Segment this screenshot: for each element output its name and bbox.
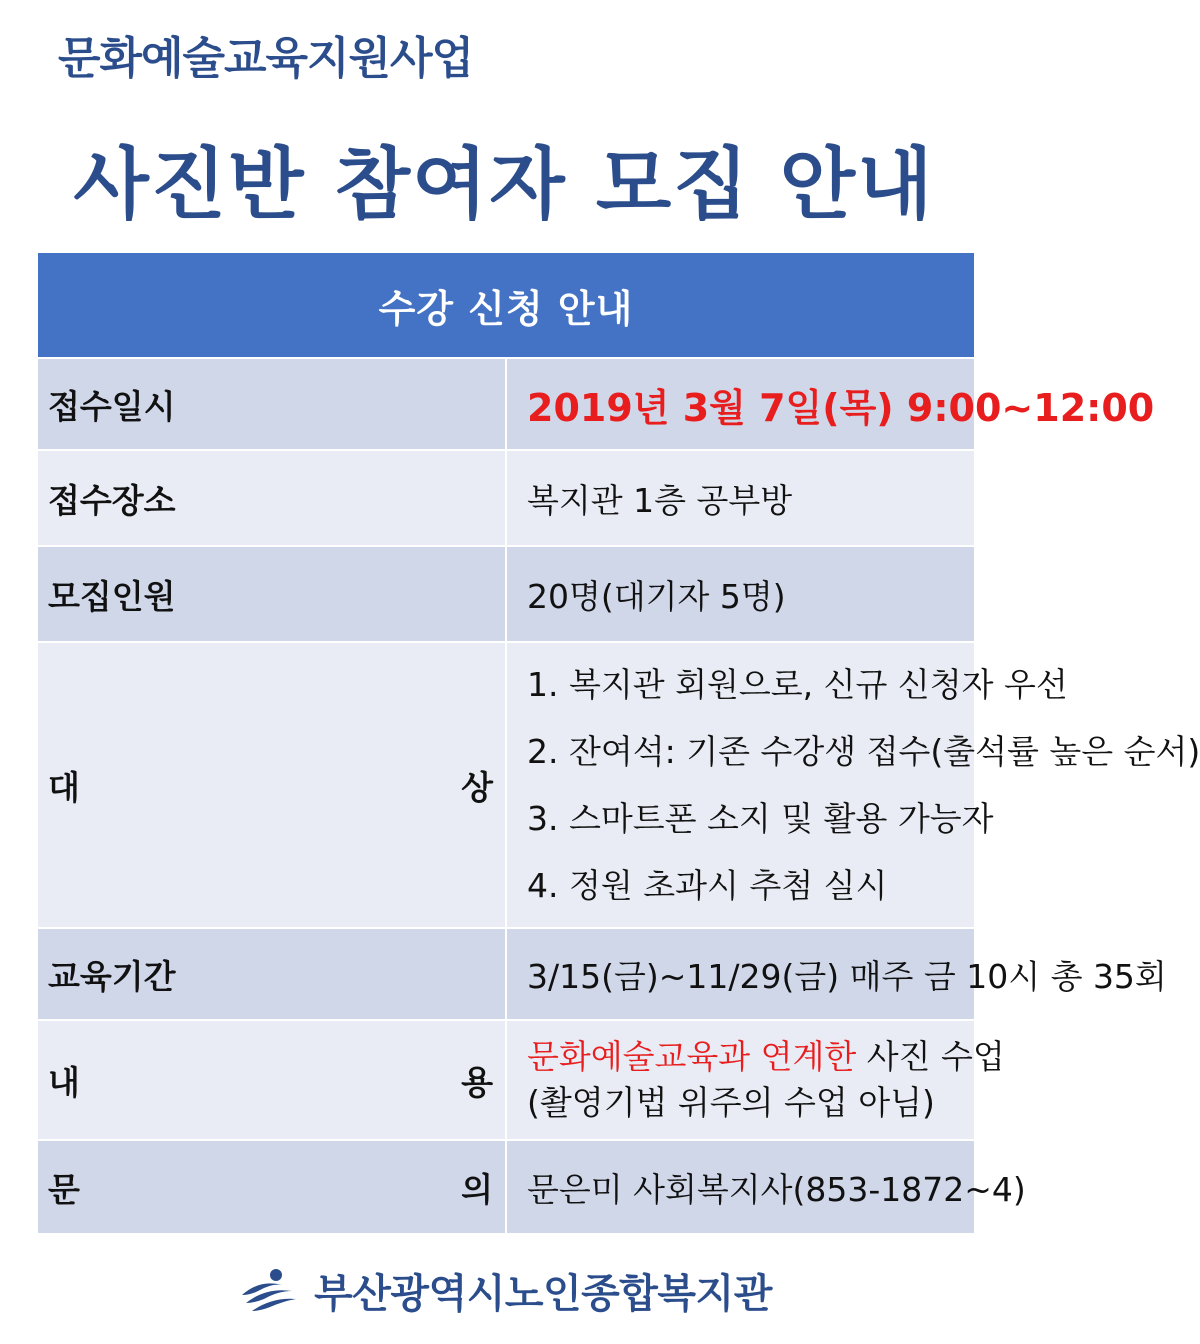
row-label-contact: 문 의 (38, 1140, 506, 1234)
row-label-period: 교육기간 (38, 928, 506, 1020)
row-label-date: 접수일시 (38, 358, 506, 450)
content-note: (촬영기법 위주의 수업 아님) (527, 1083, 935, 1122)
content-highlight: 문화예술교육과 연계한 (527, 1037, 857, 1076)
row-value-content (506, 1020, 1005, 1140)
list-item: 2. 잔여석: 기존 수강생 접수(출석률 높은 순서) (527, 732, 1200, 771)
table-row (38, 928, 974, 1020)
list-item: 1. 복지관 회원으로, 신규 신청자 우선 (527, 665, 1068, 704)
registration-info-table (38, 253, 1200, 1235)
row-label-place: 접수장소 (38, 450, 506, 546)
row-label-content: 내 용 (38, 1020, 506, 1140)
footer (0, 1262, 1008, 1319)
program-subtitle: 문화예술교육지원사업 (58, 33, 474, 84)
row-value-target (506, 642, 1200, 928)
table-row (38, 546, 974, 642)
content-line (527, 1034, 1005, 1080)
page-title: 사진반 참여자 모집 안내 (73, 140, 935, 230)
row-value-contact: 문은미 사회복지사(853-1872~4) (506, 1140, 974, 1234)
table-row (38, 1020, 974, 1140)
row-value-date: 2019년 3월 7일(목) 9:00~12:00 (506, 358, 974, 450)
row-value-place: 복지관 1층 공부방 (506, 450, 974, 546)
row-label-target: 대 상 (38, 642, 506, 928)
row-value-capacity: 20명(대기자 5명) (506, 546, 974, 642)
list-item: 4. 정원 초과시 추첨 실시 (527, 866, 888, 905)
table-row (38, 642, 974, 928)
organization-logo-icon (236, 1265, 300, 1317)
row-value-period: 3/15(금)~11/29(금) 매주 금 10시 총 35회 (506, 928, 974, 1020)
organization-name: 부산광역시노인종합복지관 (314, 1271, 772, 1317)
content-rest: 사진 수업 (856, 1037, 1005, 1076)
list-item: 3. 스마트폰 소지 및 활용 가능자 (527, 799, 994, 838)
table-heading: 수강 신청 안내 (38, 253, 974, 358)
table-row (38, 1140, 974, 1234)
table-row (38, 450, 974, 546)
table-row (38, 358, 974, 450)
row-label-capacity: 모집인원 (38, 546, 506, 642)
